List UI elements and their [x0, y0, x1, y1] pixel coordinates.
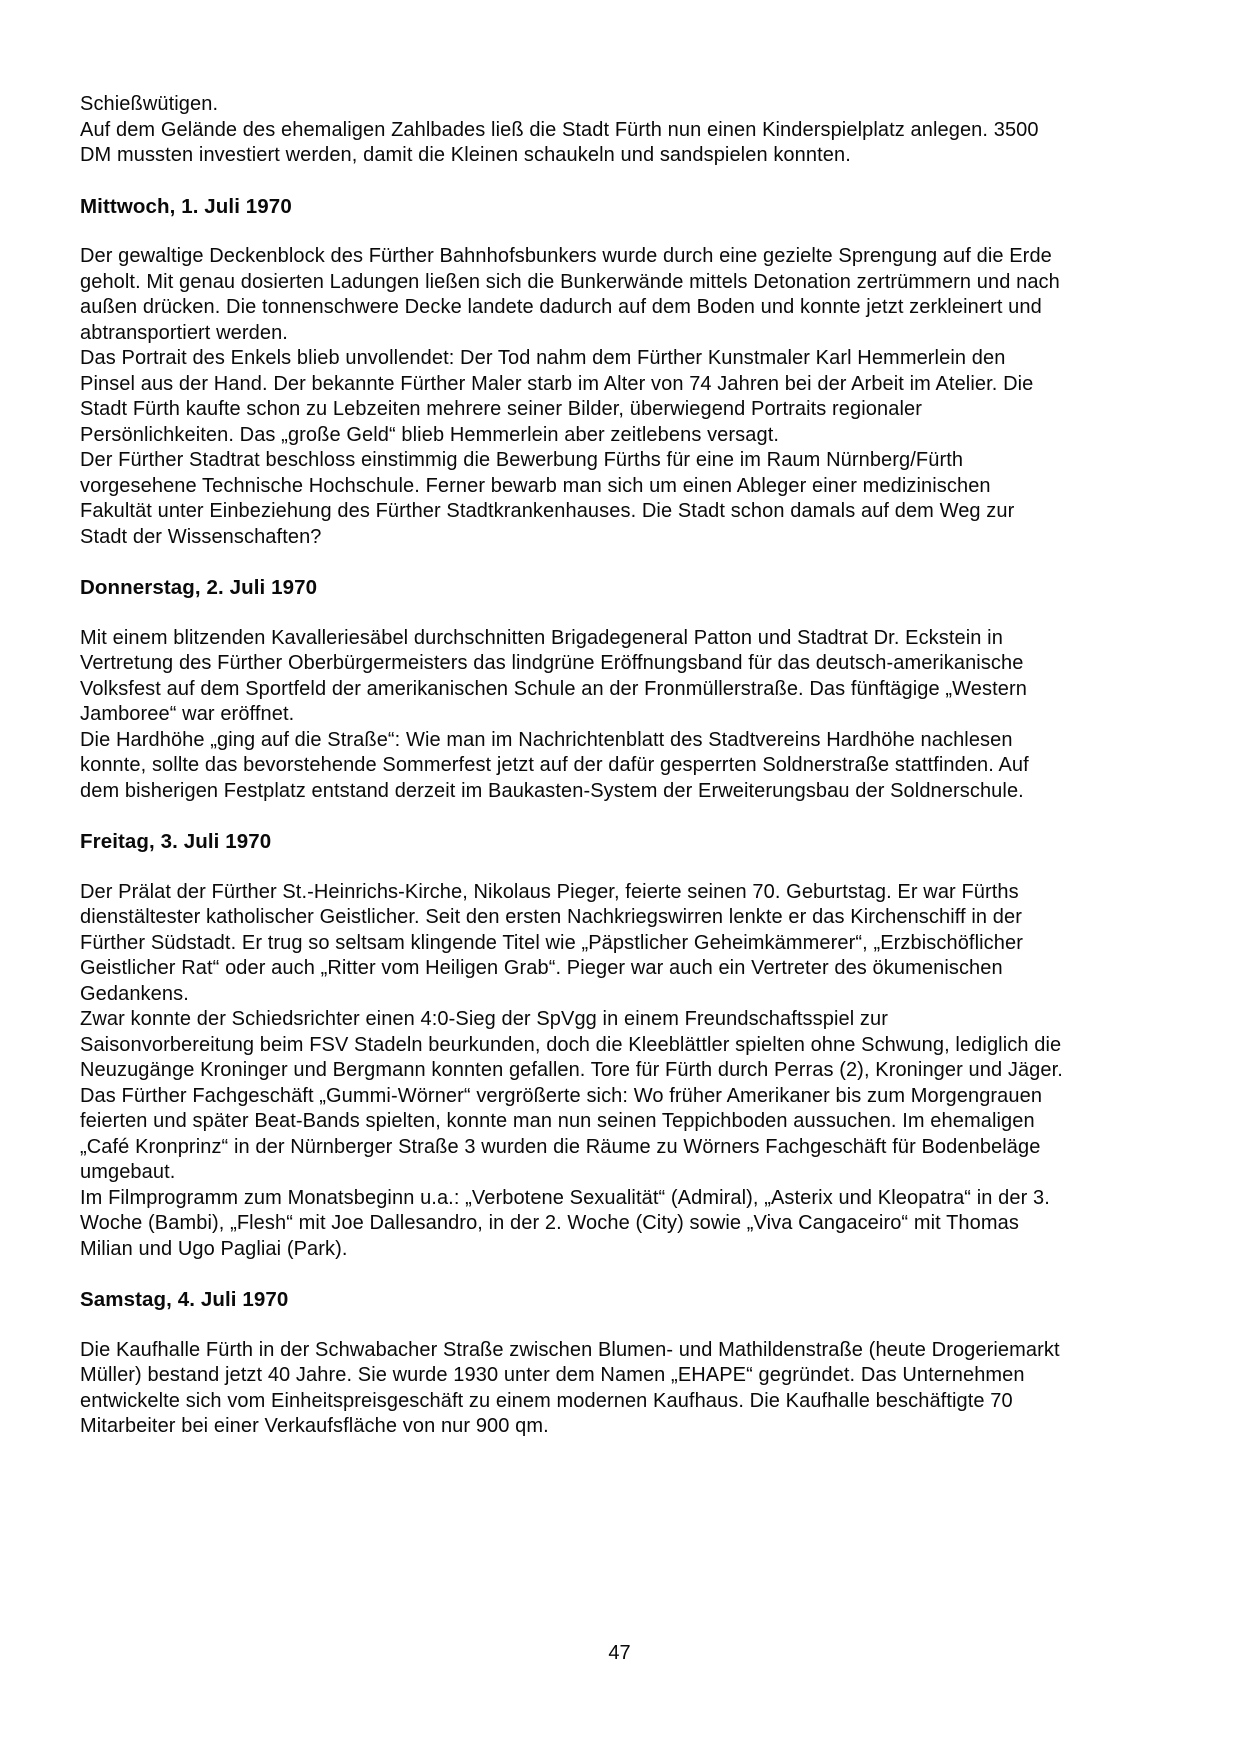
- paragraph: Der gewaltige Deckenblock des Fürther Bahnhofsbunkers wurde durch eine gezielte Sprengung auf die Erde geholt. Mit genau dosierten Ladungen ließen sich die Bunkerwände mittels Detonation zertrümmern und nach außen drücken. Die tonnenschwere Decke landete dadurch auf dem Boden und konnte jetzt zerkleinert und abtransportiert werden.: [80, 245, 1060, 344]
- paragraph: Zwar konnte der Schiedsrichter einen 4:0-Sieg der SpVgg in einem Freundschaftsspiel zur Saisonvorbereitung beim FSV Stadeln beurkunden, doch die Kleeblättler spielten ohne Schwung, lediglich die Neuzugänge Kroninger und Bergmann konnten gefallen. Tore für Fürth durch Perras (2), Kroninger und Jäger.: [80, 1008, 1063, 1081]
- paragraph: Mit einem blitzenden Kavalleriesäbel durchschnitten Brigadegeneral Patton und Stadtrat Dr. Eckstein in Vertretung des Fürther Oberbürgermeisters das lindgrüne Eröffnungsband für das deutsch-amerikanische Volksfest auf dem Sportfeld der amerikanischen Schule an der Fronmüllerstraße. Das fünftägige „Western Jamboree“ war eröffnet.: [80, 626, 1027, 725]
- paragraph: Das Fürther Fachgeschäft „Gummi-Wörner“ vergrößerte sich: Wo früher Amerikaner bis zum Morgengrauen feierten und später Beat-Bands spielten, konnte man nun seinen Teppichboden aussuchen. Im ehemaligen „Café Kronprinz“ in der Nürnberger Straße 3 wurden die Räume zu Wörners Fachgeschäft für Bodenbeläge umgebaut.: [80, 1084, 1043, 1183]
- paragraph-group: [80, 244, 1065, 550]
- date-heading: Samstag, 4. Juli 1970: [80, 1288, 289, 1311]
- paragraph-group: [80, 880, 1065, 1263]
- paragraph: Schießwütigen.: [80, 93, 219, 115]
- paragraph: Das Portrait des Enkels blieb unvollendet: Der Tod nahm dem Fürther Kunstmaler Karl Hemmerlein den Pinsel aus der Hand. Der bekannte Fürther Maler starb im Alter von 74 Jahren bei der Arbeit im Atelier. Die Stadt Fürth kaufte schon zu Lebzeiten mehrere seiner Bilder, überwiegend Portraits regionaler Persönlichkeiten. Das „große Geld“ blieb Hemmerlein aber zeitlebens versagt.: [80, 347, 1034, 446]
- paragraph: Der Prälat der Fürther St.-Heinrichs-Kirche, Nikolaus Pieger, feierte seinen 70. Geburtstag. Er war Fürths dienstältester katholischer Geistlicher. Seit den ersten Nachkriegswirren lenkte er das Kirchenschiff in der Fürther Südstadt. Er trug so seltsam klingende Titel wie „Päpstlicher Geheimkämmerer“, „Erzbischöflicher Geistlicher Rat“ oder auch „Ritter vom Heiligen Grab“. Pieger war auch ein Vertreter des ökumenischen Gedankens.: [80, 880, 1023, 1005]
- date-heading: Freitag, 3. Juli 1970: [80, 830, 272, 853]
- paragraph: Die Hardhöhe „ging auf die Straße“: Wie man im Nachrichtenblatt des Stadtvereins Hardhöhe nachlesen konnte, sollte das bevorstehende Sommerfest jetzt auf der dafür gesperrten Soldnerstraße stattfinden. Auf dem bisherigen Festplatz entstand derzeit im Baukasten-System der Erweiterungsbau der Soldnerschule.: [80, 728, 1029, 802]
- paragraph: Der Fürther Stadtrat beschloss einstimmig die Bewerbung Fürths für eine im Raum Nürnberg/Fürth vorgesehene Technische Hochschule. Ferner bewarb man sich um einen Ableger einer medizinischen Fakultät unter Einbeziehung des Fürther Stadtkrankenhauses. Die Stadt schon damals auf dem Weg zur Stadt der Wissenschaften?: [80, 449, 1015, 548]
- paragraph-group: [80, 92, 1065, 169]
- paragraph: Die Kaufhalle Fürth in der Schwabacher Straße zwischen Blumen- und Mathildenstraße (heute Drogeriemarkt Müller) bestand jetzt 40 Jahre. Sie wurde 1930 unter dem Namen „EHAPE“ gegründet. Das Unternehmen entwickelte sich vom Einheitspreisgeschäft zu einem modernen Kaufhaus. Die Kaufhalle beschäftigte 70 Mitarbeiter bei einer Verkaufsfläche von nur 900 qm.: [80, 1338, 1060, 1437]
- date-heading: Donnerstag, 2. Juli 1970: [80, 576, 318, 599]
- page-number: 47: [608, 1642, 631, 1664]
- text-column: [80, 92, 1065, 1440]
- paragraph-group: [80, 1338, 1065, 1440]
- paragraph-group: [80, 626, 1065, 805]
- paragraph: Auf dem Gelände des ehemaligen Zahlbades ließ die Stadt Fürth nun einen Kinderspielplatz anlegen. 3500 DM mussten investiert werden, damit die Kleinen schaukeln und sandspielen konnten.: [80, 118, 1039, 166]
- date-heading: Mittwoch, 1. Juli 1970: [80, 194, 292, 218]
- paragraph: Im Filmprogramm zum Monatsbeginn u.a.: „Verbotene Sexualität“ (Admiral), „Asterix und Kleopatra“ in der 3. Woche (Bambi), „Flesh“ mit Joe Dallesandro, in der 2. Woche (City) sowie „Viva Cangaceiro“ mit Thomas Milian und Ugo Pagliai (Park).: [80, 1186, 1050, 1260]
